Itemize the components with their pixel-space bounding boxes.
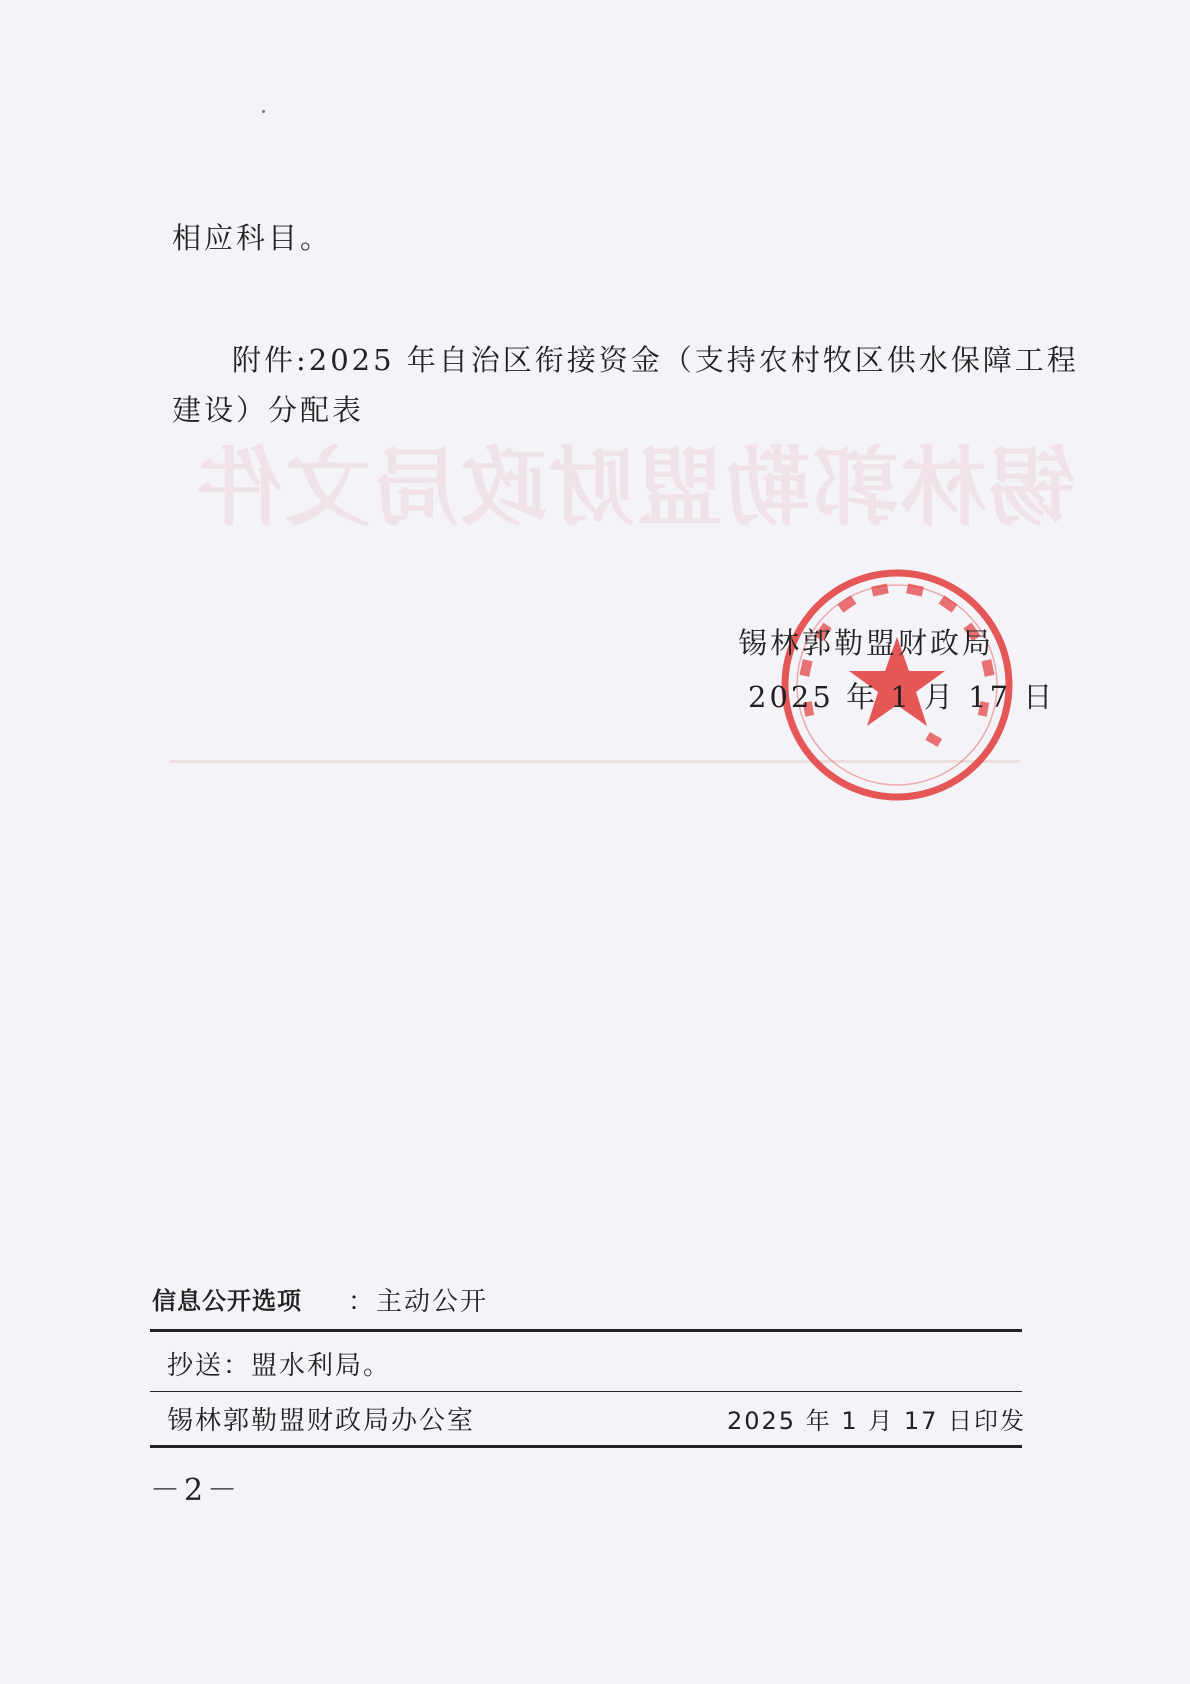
footer-rule-bottom (150, 1445, 1022, 1448)
page-number: －2－ (150, 1473, 242, 1508)
disclosure-label: 信息公开选项 (152, 1287, 302, 1315)
issuer-name: 锡林郭勒盟财政局 (738, 626, 995, 660)
attachment-line-2: 建设）分配表 (172, 393, 365, 427)
footer-rule-top (150, 1329, 1022, 1332)
attachment-line-1: 附件:2025 年自治区衔接资金（支持农村牧区供水保障工程 (232, 343, 1079, 377)
print-date: 2025 年 1 月 17 日印发 (727, 1407, 1027, 1435)
bleed-through-letterhead: 锡林郭勒盟财政局文件 (195, 437, 1075, 538)
issue-date: 2025 年 1 月 17 日 (748, 680, 1056, 714)
scan-speck (262, 110, 265, 113)
footer-rule-middle (150, 1391, 1022, 1392)
issuing-office: 锡林郭勒盟财政局办公室 (167, 1406, 476, 1436)
body-text: 相应科目。 (172, 221, 333, 255)
cc-recipients: 抄送：盟水利局。 (167, 1351, 392, 1381)
disclosure-value: ：主动公开 (348, 1287, 489, 1317)
